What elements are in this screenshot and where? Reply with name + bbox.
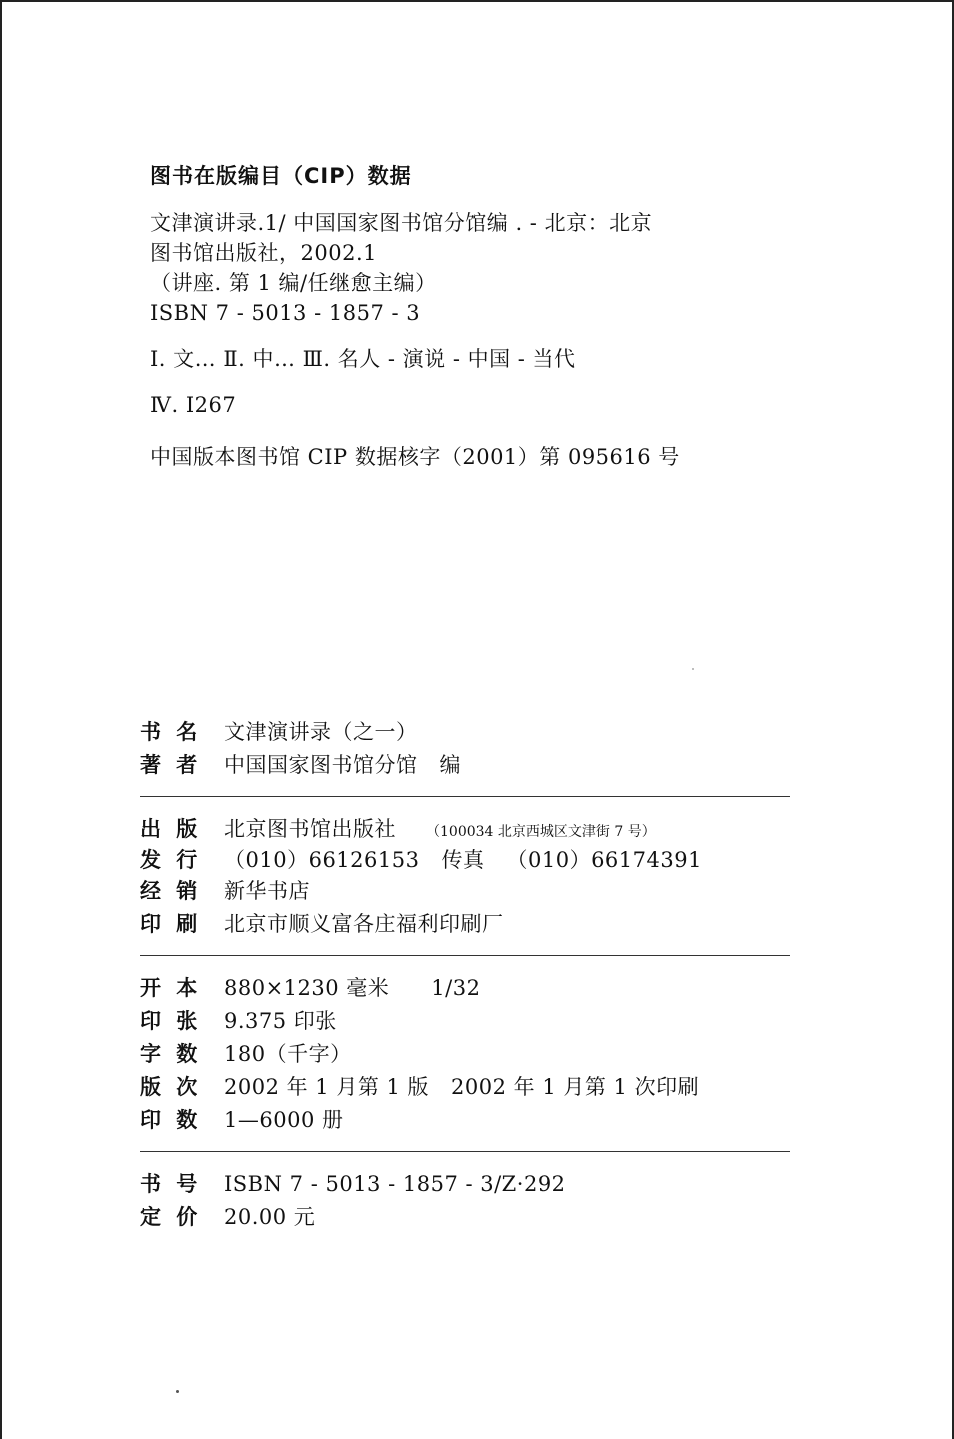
price-value: 20.00 元	[224, 1205, 316, 1229]
print-run-row	[140, 1104, 790, 1137]
words-value: 180（千字）	[224, 1042, 352, 1066]
author-row	[140, 749, 790, 782]
sheets-row	[140, 1005, 790, 1038]
distribution-row	[140, 844, 790, 875]
edition-row	[140, 1071, 790, 1104]
seller-label: 经 销	[140, 879, 202, 903]
cip-classification-line: Ⅳ. I267	[150, 393, 237, 417]
cip-title-line: 文津演讲录.1/ 中国国家图书馆分馆编 . - 北京：北京	[150, 211, 653, 235]
fax-label: 传真	[441, 848, 485, 872]
format-fold: 1/32	[431, 976, 481, 1000]
cip-isbn-line: ISBN 7 - 5013 - 1857 - 3	[150, 301, 421, 325]
book-number-row	[140, 1168, 790, 1201]
title-row	[140, 716, 790, 749]
printer-label: 印 刷	[140, 912, 202, 936]
edition-label: 版 次	[140, 1075, 202, 1099]
sheets-label: 印 张	[140, 1009, 202, 1033]
print-run-value: 1—6000 册	[224, 1108, 344, 1132]
publisher-row	[140, 813, 790, 844]
divider-1	[140, 796, 790, 797]
divider-2	[140, 955, 790, 956]
print-run-label: 印 数	[140, 1108, 202, 1132]
author-role: 编	[439, 753, 461, 777]
price-label: 定 价	[140, 1205, 202, 1229]
phone-value: （010）66126153	[224, 848, 420, 872]
distribution-label: 发 行	[140, 848, 202, 872]
book-number-value: ISBN 7 - 5013 - 1857 - 3/Z·292	[224, 1172, 566, 1196]
printing-value: 2002 年 1 月第 1 次印刷	[451, 1075, 700, 1099]
words-label: 字 数	[140, 1042, 202, 1066]
book-number-label: 书 号	[140, 1172, 202, 1196]
author-label: 著 者	[140, 753, 202, 777]
cip-verification-line: 中国版本图书馆 CIP 数据核字（2001）第 095616 号	[150, 445, 680, 469]
format-label: 开 本	[140, 976, 202, 1000]
sheets-value: 9.375 印张	[224, 1009, 337, 1033]
publisher-label: 出 版	[140, 817, 202, 841]
cip-series-line: （讲座. 第 1 编/任继愈主编）	[150, 271, 437, 295]
author-value: 中国国家图书馆分馆	[224, 753, 418, 777]
fax-value: （010）66174391	[506, 848, 702, 872]
divider-3	[140, 1151, 790, 1152]
cip-block	[150, 160, 790, 472]
scan-speck	[692, 668, 694, 670]
scan-speck	[176, 1390, 179, 1393]
words-row	[140, 1038, 790, 1071]
colophon-block	[140, 716, 790, 1234]
price-row	[140, 1201, 790, 1234]
publisher-address: （100034 北京西城区文津街 7 号）	[426, 824, 656, 840]
cip-publisher-line: 图书馆出版社，2002.1	[150, 241, 377, 265]
format-value: 880×1230 毫米	[224, 976, 390, 1000]
printer-value: 北京市顺义富各庄福利印刷厂	[224, 912, 504, 936]
cip-heading: 图书在版编目（CIP）数据	[150, 164, 412, 188]
edition-value: 2002 年 1 月第 1 版	[224, 1075, 430, 1099]
seller-value: 新华书店	[224, 879, 310, 903]
printer-row	[140, 908, 790, 941]
seller-row	[140, 875, 790, 908]
title-label: 书 名	[140, 720, 202, 744]
cip-subject-line: Ⅰ. 文… Ⅱ. 中… Ⅲ. 名人 - 演说 - 中国 - 当代	[150, 347, 576, 371]
publisher-value: 北京图书馆出版社	[224, 817, 396, 841]
title-value: 文津演讲录（之一）	[224, 720, 418, 744]
format-row	[140, 972, 790, 1005]
